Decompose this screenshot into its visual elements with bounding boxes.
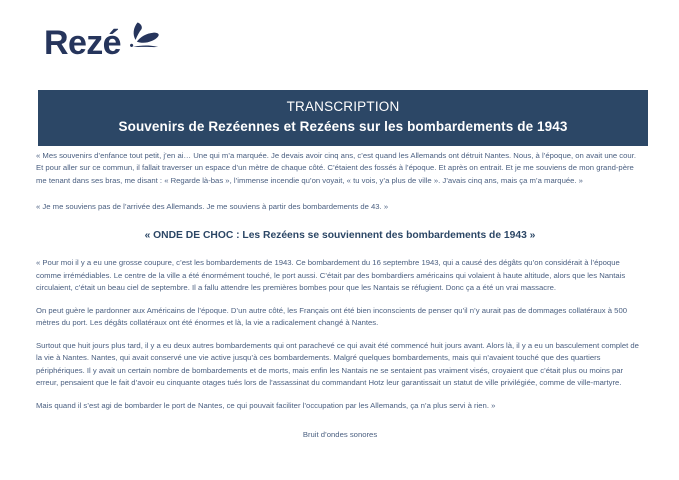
banner-subtitle: Souvenirs de Rezéennes et Rezéens sur les bombardements de 1943 xyxy=(118,118,568,134)
paragraph-3 xyxy=(36,257,644,412)
paragraph-3-part-4: Mais quand il s’est agi de bombarder le port de Nantes, ce qui pouvait faciliter l’occupation par les Allemands, ça n’a plus servi à rien. » xyxy=(36,400,496,410)
banner-title: TRANSCRIPTION xyxy=(286,99,400,114)
paragraph-3-part-2: On peut guère le pardonner aux Américains de l’époque. D’un autre côté, les Français ont été bien inconscients de penser qu’il n’y aurait pas de dommages collatéraux à 500 mètres du port. Les dégâts collatéraux ont été énormes et là, la vie a radicalement changé à Nantes. xyxy=(36,305,628,328)
footer-note: Bruit d’ondes sonores xyxy=(302,430,378,439)
transcription-banner xyxy=(38,90,648,146)
paragraph-3-part-3: Surtout que huit jours plus tard, il y a eu deux autres bombardements qui ont parachevé ce qui avait été commencé huit jours avant. Alors là, il y a eu un basculement complet de la vie à Nantes. Nantes, qui avait conservé une vie active jusqu’à ces bombardements. Malgré quelques bombardements, mais qui n’avaient touché que des quartiers périphériques. Il y avait un certain nombre de bombardements et de morts, mais enfin les Nantais ne se sentaient pas vraiment visés, croyaient que c’était plus ou moins par erreur, pensaient que le fait d’avoir eu cinquante otages tués lors de l’assassinat du commandant Hotz leur garantissait un statut de ville privilégiée, comme de ville-martyre. xyxy=(36,340,639,388)
section-heading: « ONDE DE CHOC : Les Rezéens se souviennent des bombardements de 1943 » xyxy=(144,229,536,241)
logo-wordmark: Rezé xyxy=(44,24,121,62)
transcription-body xyxy=(36,150,644,441)
paragraph-3-part-1: « Pour moi il y a eu une grosse coupure, c’est les bombardements de 1943. Ce bombardement du 16 septembre 1943, qui a causé des dégâts qu’on considérait à l’époque comme irrémédiables. Le centre de la ville a été énormément touché, le port aussi. C’était par des bombardiers américains qui volaient à haute altitude, alors que les Nantais circulaient, c’était un beau ciel de septembre. Il a fallu attendre les premières bombes pour que les Nantais se réfugient. Donc ça a été un vrai massacre. xyxy=(36,258,626,293)
rezé-logo xyxy=(44,26,160,60)
paragraph-1: « Mes souvenirs d’enfance tout petit, j’en ai… Une qui m’a marquée. Je devais avoir cinq ans, c’est quand les Allemands ont détruit Nantes. Nous, à l’époque, on avait une cour. Et pour aller sur ce commun, il fallait traverser un espace d’un mètre de chaque côté. C’étaient des fossés à l’époque. Et après on entrait. Et je me souviens de mon grand-père me tenant dans ses bras, me disant : « Regarde là-bas », l’immense incendie qu’on voyait, « tu vois, y’a plus de ville ». J’avais cinq ans, mais ça m’a marquée. » xyxy=(36,151,636,185)
paragraph-2: « Je me souviens pas de l’arrivée des Allemands. Je me souviens à partir des bombardements de 43. » xyxy=(36,202,389,212)
bird-wave-icon xyxy=(124,21,160,60)
